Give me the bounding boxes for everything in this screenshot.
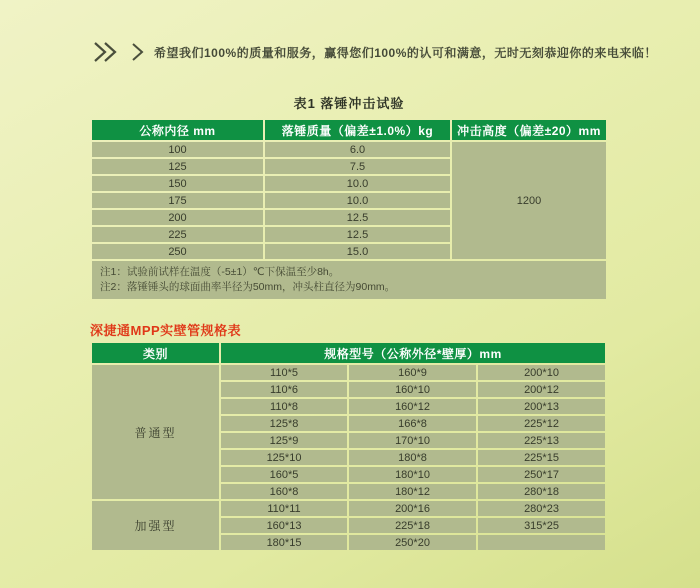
spec-cell: 200*12 — [478, 382, 605, 397]
spec-cell: 160*8 — [221, 484, 347, 499]
table-notes — [92, 261, 606, 299]
spec-cell: 110*6 — [221, 382, 347, 397]
nominal-diameter-cell: 100 — [92, 142, 263, 157]
spec-cell: 280*23 — [478, 501, 605, 516]
table-header-row — [92, 120, 606, 140]
spec-cell: 200*16 — [349, 501, 476, 516]
note-2: 注2：落锤锤头的球面曲率半径为50mm，冲头柱直径为90mm。 — [100, 281, 396, 294]
hammer-mass-cell: 10.0 — [265, 193, 450, 208]
spec-cell: 180*12 — [349, 484, 476, 499]
header-category: 类别 — [92, 343, 219, 363]
spec-cell: 200*13 — [478, 399, 605, 414]
spec-cell — [478, 535, 605, 550]
spec-cell: 200*10 — [478, 365, 605, 380]
table-row — [92, 501, 605, 516]
nominal-diameter-cell: 125 — [92, 159, 263, 174]
category-cell-ordinary: 普通型 — [92, 365, 219, 499]
spec-cell: 250*20 — [349, 535, 476, 550]
hammer-mass-cell: 6.0 — [265, 142, 450, 157]
spec-cell: 225*12 — [478, 416, 605, 431]
spec-cell: 315*25 — [478, 518, 605, 533]
spec-cell: 160*10 — [349, 382, 476, 397]
spec-table-heading: 深捷通MPP实壁管规格表 — [90, 323, 242, 338]
spec-table — [90, 341, 607, 552]
slogan-text: 希望我们100%的质量和服务，赢得您们100%的认可和满意，无时无刻恭迎你的来电来临！ — [154, 45, 657, 60]
slogan-row — [92, 40, 657, 64]
notes-row — [92, 261, 606, 299]
spec-cell: 110*8 — [221, 399, 347, 414]
header-nominal-diameter: 公称内径 mm — [92, 120, 263, 140]
spec-cell: 160*12 — [349, 399, 476, 414]
double-chevron-icon — [92, 40, 122, 64]
spec-cell: 225*18 — [349, 518, 476, 533]
spec-cell: 125*9 — [221, 433, 347, 448]
nominal-diameter-cell: 250 — [92, 244, 263, 259]
hammer-mass-cell: 12.5 — [265, 227, 450, 242]
spec-cell: 250*17 — [478, 467, 605, 482]
impact-height-cell: 1200 — [452, 142, 606, 259]
spec-cell: 110*5 — [221, 365, 347, 380]
hammer-mass-cell: 10.0 — [265, 176, 450, 191]
spec-cell: 125*10 — [221, 450, 347, 465]
spec-cell: 180*15 — [221, 535, 347, 550]
hammer-mass-cell: 15.0 — [265, 244, 450, 259]
spec-cell: 110*11 — [221, 501, 347, 516]
spec-cell: 160*5 — [221, 467, 347, 482]
impact-test-section — [90, 93, 608, 301]
spec-cell: 160*9 — [349, 365, 476, 380]
spec-cell: 180*10 — [349, 467, 476, 482]
nominal-diameter-cell: 150 — [92, 176, 263, 191]
spec-cell: 170*10 — [349, 433, 476, 448]
spec-cell: 280*18 — [478, 484, 605, 499]
spec-table-section — [90, 341, 609, 552]
nominal-diameter-cell: 200 — [92, 210, 263, 225]
category-cell-reinforced: 加强型 — [92, 501, 219, 550]
nominal-diameter-cell: 175 — [92, 193, 263, 208]
spec-cell: 225*15 — [478, 450, 605, 465]
hammer-mass-cell: 7.5 — [265, 159, 450, 174]
header-impact-height: 冲击高度（偏差±20）mm — [452, 120, 606, 140]
spec-cell: 225*13 — [478, 433, 605, 448]
hammer-mass-cell: 12.5 — [265, 210, 450, 225]
header-hammer-mass: 落锤质量（偏差±1.0%）kg — [265, 120, 450, 140]
spec-cell: 125*8 — [221, 416, 347, 431]
spec-cell: 166*8 — [349, 416, 476, 431]
table-header-row — [92, 343, 605, 363]
chevron-right-icon — [130, 42, 146, 62]
nominal-diameter-cell: 225 — [92, 227, 263, 242]
impact-table-title: 表1 落锤冲击试验 — [293, 96, 405, 111]
spec-cell: 160*13 — [221, 518, 347, 533]
table-row — [92, 142, 606, 157]
note-1: 注1：试验前试样在温度（-5±1）℃下保温至少8h。 — [100, 266, 340, 278]
spec-cell: 180*8 — [349, 450, 476, 465]
header-spec-model: 规格型号（公称外径*壁厚）mm — [221, 343, 605, 363]
table-row — [92, 365, 605, 380]
impact-test-table — [90, 118, 608, 301]
